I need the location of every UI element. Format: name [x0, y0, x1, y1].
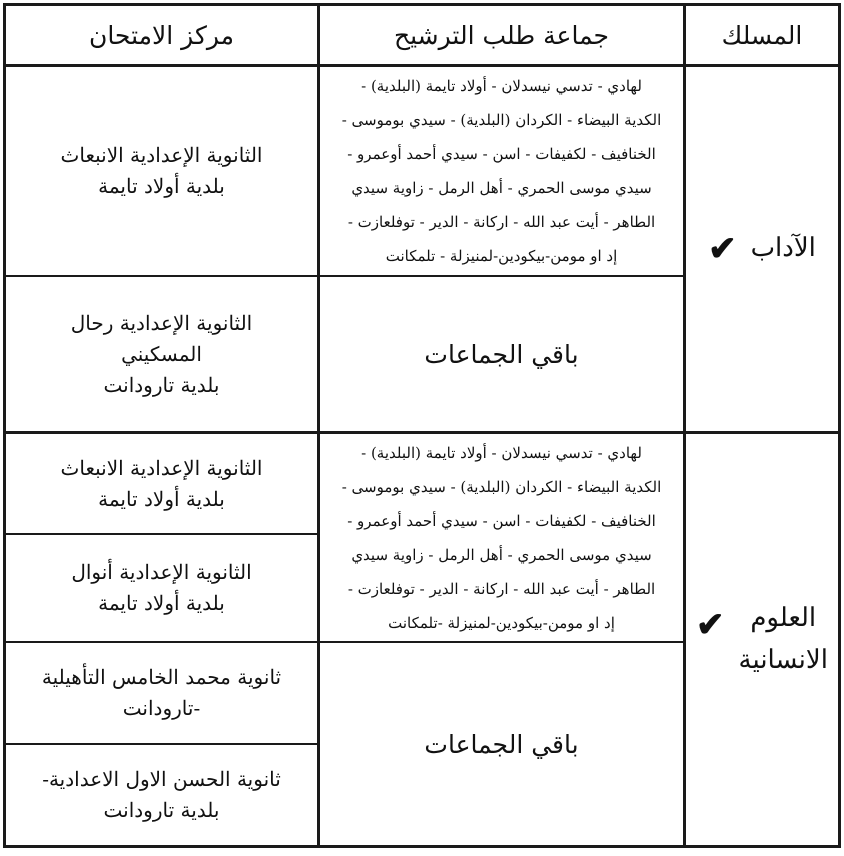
center-cell — [6, 745, 317, 845]
center-name-continued: المسكيني — [121, 341, 202, 366]
center-cell — [6, 67, 317, 275]
group-cell-remaining — [320, 643, 683, 845]
center-cell — [6, 643, 317, 743]
center-name: الثانوية الإعدادية الانبعاث — [60, 143, 263, 167]
commune-line: إد او مومن-بيكودين-لمنيزلة - تلمكانت — [385, 247, 618, 265]
center-municipality: -تارودانت — [122, 696, 201, 720]
track-label-line: الانسانية — [738, 644, 828, 675]
commune-line: سيدي موسى الحمري - أهل الرمل - زاوية سيدي — [351, 545, 652, 564]
center-municipality: بلدية تارودانت — [103, 372, 220, 397]
center-name: ثانوية محمد الخامس التأهيلية — [41, 665, 282, 689]
track-label-line: العلوم — [750, 602, 817, 633]
remaining-communes-label: باقي الجماعات — [424, 339, 579, 369]
header-candidacy-group: جماعة طلب الترشيح — [394, 20, 609, 50]
center-cell — [6, 277, 317, 431]
commune-line: الطاهر - أيت عبد الله - اركانة - الدير - توفلعازت - — [347, 579, 656, 598]
center-name: الثانوية الإعدادية أنوال — [71, 560, 252, 584]
commune-line: الكدية البيضاء - الكردان (البلدية) - سيدي بوموسى - — [341, 111, 662, 129]
check-mark-icon: ✔ — [696, 604, 725, 645]
commune-line: سيدي موسى الحمري - أهل الرمل - زاوية سيدي — [351, 179, 652, 197]
commune-line: لهادي - تدسي نيسدلان - أولاد تايمة (البلدية) - — [361, 77, 642, 95]
header-exam-center: مركز الامتحان — [88, 20, 235, 50]
track-label-row — [696, 598, 828, 681]
header-track: المسلك — [721, 20, 803, 50]
commune-line: لهادي - تدسي نيسدلان - أولاد تايمة (البلدية) - — [361, 443, 642, 462]
track-label: الآداب — [750, 233, 816, 264]
track-label-row — [708, 228, 816, 270]
track-cell-literature — [686, 67, 838, 431]
commune-line: الخنافيف - لكفيفات - اسن - سيدي أحمد أوعمرو - — [347, 145, 656, 163]
center-municipality: بلدية أولاد تايمة — [98, 174, 225, 198]
table-border-right — [838, 3, 841, 848]
commune-line: الخنافيف - لكفيفات - اسن - سيدي أحمد أوعمرو - — [347, 511, 656, 530]
commune-line: إد او مومن-بيكودين-لمنيزلة -تلمكانت — [388, 613, 615, 632]
track-cell-humanities — [686, 434, 838, 845]
group-cell-communes — [320, 434, 683, 641]
center-municipality: بلدية أولاد تايمة — [98, 486, 225, 511]
center-cell — [6, 535, 317, 641]
center-municipality: بلدية أولاد تايمة — [98, 591, 225, 615]
center-name: الثانوية الإعدادية الانبعاث — [60, 455, 263, 480]
commune-line: الكدية البيضاء - الكردان (البلدية) - سيدي بوموسى - — [341, 477, 662, 496]
center-municipality: بلدية تارودانت — [103, 798, 220, 822]
check-mark-icon: ✔ — [708, 229, 737, 269]
group-cell-communes — [320, 67, 683, 275]
center-name: الثانوية الإعدادية رحال — [70, 310, 253, 335]
group-cell-remaining — [320, 277, 683, 431]
center-cell — [6, 434, 317, 533]
commune-line: الطاهر - أيت عبد الله - اركانة - الدير - توفلعازت - — [347, 213, 656, 231]
table-border-bottom — [3, 845, 841, 848]
center-name: ثانوية الحسن الاول الاعدادية- — [42, 767, 281, 791]
remaining-communes-label: باقي الجماعات — [424, 729, 579, 759]
track-label — [739, 598, 828, 681]
